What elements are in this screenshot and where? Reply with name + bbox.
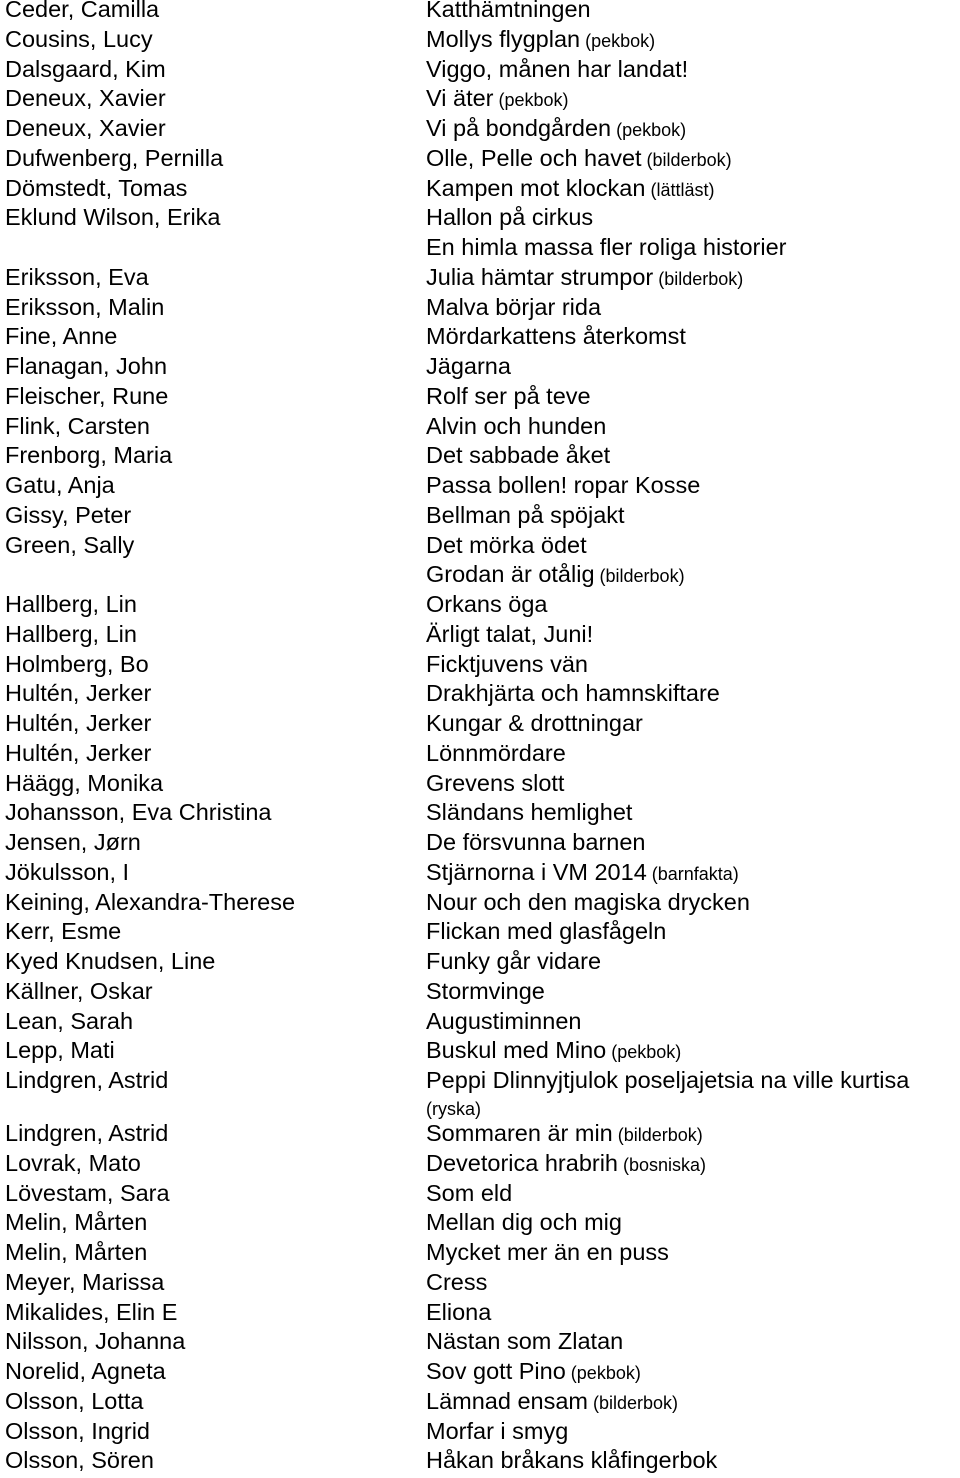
book-title-cell: [426, 917, 666, 949]
author-name: Johansson, Eva Christina: [5, 799, 272, 826]
book-title-cell: [426, 1417, 568, 1449]
book-title-cell: [426, 0, 591, 27]
book-title-cell: [426, 947, 601, 979]
author-name: Eriksson, Malin: [5, 293, 165, 320]
book-title-cell: [426, 1036, 681, 1068]
list-item: [0, 1238, 960, 1268]
list-item: [0, 203, 960, 233]
book-note: (bilderbok): [641, 149, 732, 170]
author-name: Deneux, Xavier: [5, 85, 166, 112]
book-title: De försvunna barnen: [426, 829, 646, 855]
book-title-cell: [426, 203, 593, 235]
list-item: [0, 84, 960, 114]
list-item: [0, 590, 960, 620]
author-name: Holmberg, Bo: [5, 650, 149, 677]
author-name: Lindgren, Astrid: [5, 1120, 169, 1146]
list-item: [0, 798, 960, 828]
book-title-cell: [426, 471, 700, 503]
book-title-cell: [426, 352, 511, 384]
book-title: Katthämtningen: [426, 0, 591, 22]
author-name: Melin, Mårten: [5, 1209, 148, 1236]
book-title-cell: [426, 412, 606, 444]
book-title-cell: [426, 84, 569, 116]
list-item: [0, 1036, 960, 1066]
book-title-cell: [426, 798, 632, 830]
book-title-cell: [426, 1327, 623, 1359]
book-title: Sov gott Pino: [426, 1358, 566, 1384]
book-title: Det mörka ödet: [426, 531, 587, 558]
author-name: Hultén, Jerker: [5, 739, 152, 766]
list-item: [0, 650, 960, 680]
book-title: Kampen mot klockan: [426, 174, 646, 201]
book-title: Mellan dig och mig: [426, 1209, 622, 1236]
book-title: Grodan är otålig: [426, 561, 595, 588]
book-title: Ficktjuvens vän: [426, 650, 588, 677]
author-name: Cousins, Lucy: [5, 25, 153, 52]
book-title: Orkans öga: [426, 591, 548, 617]
book-title-cell: [426, 293, 601, 325]
list-item: [0, 501, 960, 531]
list-item: [0, 114, 960, 144]
list-item: [0, 620, 960, 650]
author-name: Kyed Knudsen, Line: [5, 948, 216, 974]
list-item: [0, 828, 960, 858]
author-name: Mikalides, Elin E: [5, 1298, 178, 1325]
author-name: Jensen, Jørn: [5, 829, 141, 855]
author-name: Olsson, Ingrid: [5, 1417, 150, 1444]
book-title: Funky går vidare: [426, 948, 602, 974]
author-name: Keining, Alexandra-Therese: [5, 888, 296, 915]
list-item: [0, 1149, 960, 1179]
list-item: [0, 1268, 960, 1298]
list-item: [0, 709, 960, 739]
book-title-cell: [426, 1357, 641, 1389]
book-title-cell: [426, 590, 547, 622]
book-note: (pekbok): [565, 1363, 641, 1383]
list-item: [0, 1066, 960, 1119]
author-name: Green, Sally: [5, 531, 135, 558]
author-name: Lövestam, Sara: [5, 1179, 170, 1206]
book-note: (pekbok): [580, 30, 656, 51]
book-title-cell: [426, 1149, 706, 1181]
list-item: [0, 412, 960, 442]
book-title-cell: [426, 1238, 669, 1270]
book-title: Kungar & drottningar: [426, 710, 643, 736]
book-title: Ärligt talat, Juni!: [426, 620, 594, 647]
author-name: Eriksson, Eva: [5, 263, 149, 290]
list-item: [0, 382, 960, 412]
book-title-cell: [426, 1066, 909, 1120]
list-item: [0, 1357, 960, 1387]
book-title-cell: [426, 977, 545, 1009]
book-title: Alvin och hunden: [426, 412, 607, 439]
list-item: [0, 352, 960, 382]
list-item: [0, 1387, 960, 1417]
author-name: Ceder, Camilla: [5, 0, 160, 22]
book-title: Sommaren är min: [426, 1120, 613, 1146]
author-name: Lindgren, Astrid: [5, 1067, 169, 1093]
book-title-cell: [426, 501, 625, 533]
book-title: Grevens slott: [426, 769, 565, 796]
author-name: Lean, Sarah: [5, 1007, 134, 1034]
list-item: [0, 888, 960, 918]
book-title: Drakhjärta och hamnskiftare: [426, 680, 720, 707]
author-name: Häägg, Monika: [5, 769, 164, 796]
book-title-cell: [426, 322, 686, 354]
book-title-cell: [426, 1119, 703, 1151]
book-title-cell: [426, 233, 786, 265]
author-name: Lepp, Mati: [5, 1037, 115, 1064]
author-name: Fleischer, Rune: [5, 382, 169, 409]
book-title-cell: [426, 144, 732, 176]
book-title: Buskul med Mino: [426, 1037, 607, 1064]
book-title: Lönnmördare: [426, 739, 566, 766]
list-item: [0, 1179, 960, 1209]
author-name: Flanagan, John: [5, 353, 168, 379]
book-note: (pekbok): [611, 120, 687, 140]
book-title: Mördarkattens återkomst: [426, 323, 686, 350]
book-title-cell: [426, 739, 566, 771]
author-name: Fine, Anne: [5, 323, 118, 350]
book-title-cell: [426, 888, 750, 920]
list-item: [0, 1208, 960, 1238]
author-name: Dömstedt, Tomas: [5, 174, 188, 201]
author-name: Flink, Carsten: [5, 412, 150, 439]
list-item: [0, 1327, 960, 1357]
author-name: Kerr, Esme: [5, 918, 122, 945]
book-note: (pekbok): [606, 1042, 682, 1063]
book-title: Morfar i smyg: [426, 1417, 569, 1444]
book-title-cell: [426, 174, 714, 206]
book-title: Stormvinge: [426, 977, 545, 1004]
book-note: (bosniska): [618, 1154, 707, 1175]
list-item: [0, 263, 960, 293]
list-item: [0, 679, 960, 709]
author-name: Meyer, Marissa: [5, 1268, 165, 1295]
list-item: [0, 1298, 960, 1328]
book-title: Augustiminnen: [426, 1007, 582, 1034]
book-title-cell: [426, 1179, 512, 1211]
book-title: En himla massa fler roliga historier: [426, 234, 787, 260]
book-title: Nästan som Zlatan: [426, 1328, 624, 1355]
book-title: Vi på bondgården: [426, 115, 612, 141]
book-note: (lättläst): [645, 179, 715, 200]
book-title-cell: [426, 531, 587, 563]
book-note: (bilderbok): [612, 1125, 703, 1145]
list-item: [0, 739, 960, 769]
author-name: Norelid, Agneta: [5, 1358, 166, 1384]
book-title-cell: [426, 620, 593, 652]
book-title: Det sabbade åket: [426, 442, 611, 469]
book-note-line: (ryska): [426, 1098, 481, 1119]
book-title-cell: [426, 769, 564, 801]
author-name: Olsson, Lotta: [5, 1387, 144, 1414]
book-title: Viggo, månen har landat!: [426, 55, 689, 82]
author-name: Jökulsson, I: [5, 858, 130, 885]
book-title-cell: [426, 25, 655, 57]
book-title-cell: [426, 441, 610, 473]
list-item: [0, 441, 960, 471]
author-name: Hallberg, Lin: [5, 591, 137, 617]
author-name: Hultén, Jerker: [5, 680, 152, 707]
list-item: [0, 25, 960, 55]
list-item: [0, 322, 960, 352]
author-name: Dufwenberg, Pernilla: [5, 144, 224, 171]
list-item: [0, 531, 960, 561]
book-note: (pekbok): [493, 90, 569, 111]
author-name: Gissy, Peter: [5, 501, 132, 528]
book-title: Peppi Dlinnyjtjulok poseljajetsia na ville kurtisa: [426, 1067, 910, 1093]
book-note: (bilderbok): [594, 566, 685, 587]
book-title-cell: [426, 1298, 491, 1330]
book-title: Cress: [426, 1268, 488, 1295]
book-title: Som eld: [426, 1179, 513, 1206]
list-item: [0, 1119, 960, 1149]
book-title: Bellman på spöjakt: [426, 501, 625, 528]
list-item: [0, 769, 960, 799]
book-title: Eliona: [426, 1298, 492, 1325]
book-title-cell: [426, 1446, 717, 1478]
author-name: Dalsgaard, Kim: [5, 55, 166, 82]
book-title-cell: [426, 114, 686, 146]
book-title: Sländans hemlighet: [426, 799, 633, 826]
author-name: Hultén, Jerker: [5, 710, 152, 736]
author-name: Gatu, Anja: [5, 472, 115, 498]
book-title: Håkan bråkans klåfingerbok: [426, 1447, 718, 1474]
book-note: (barnfakta): [646, 863, 739, 884]
book-title-cell: [426, 828, 645, 860]
book-title-cell: [426, 263, 743, 295]
author-name: Källner, Oskar: [5, 977, 153, 1004]
author-name: Hallberg, Lin: [5, 620, 137, 647]
book-title: Vi äter: [426, 85, 494, 112]
book-note: (bilderbok): [588, 1392, 679, 1413]
list-item: [0, 0, 960, 25]
list-item: [0, 1007, 960, 1037]
list-item: [0, 947, 960, 977]
book-title-cell: [426, 560, 685, 592]
book-title: Passa bollen! ropar Kosse: [426, 472, 701, 498]
book-title-cell: [426, 1268, 487, 1300]
book-title-cell: [426, 1387, 678, 1419]
author-name: Olsson, Sören: [5, 1447, 154, 1474]
book-title-cell: [426, 1007, 581, 1039]
book-title: Julia hämtar strumpor: [426, 263, 654, 290]
list-item: [0, 55, 960, 85]
book-title-cell: [426, 382, 591, 414]
book-title: Lämnad ensam: [426, 1387, 588, 1414]
book-title: Devetorica hrabrih: [426, 1149, 619, 1176]
book-title-cell: [426, 1208, 622, 1240]
list-item: [0, 233, 960, 263]
book-title: Olle, Pelle och havet: [426, 144, 642, 171]
book-title-cell: [426, 858, 739, 890]
book-title: Malva börjar rida: [426, 293, 602, 320]
book-title: Mollys flygplan: [426, 25, 581, 52]
book-title-cell: [426, 55, 688, 87]
book-note: (bilderbok): [653, 268, 744, 289]
book-title: Jägarna: [426, 353, 511, 379]
book-title: Flickan med glasfågeln: [426, 918, 667, 945]
book-title: Hallon på cirkus: [426, 204, 594, 231]
book-title: Rolf ser på teve: [426, 382, 591, 409]
list-item: [0, 471, 960, 501]
list-item: [0, 858, 960, 888]
list-item: [0, 917, 960, 947]
book-title-cell: [426, 650, 588, 682]
list-item: [0, 144, 960, 174]
list-item: [0, 1417, 960, 1447]
book-title-cell: [426, 709, 643, 741]
book-title: Mycket mer än en puss: [426, 1239, 669, 1265]
list-item: [0, 174, 960, 204]
book-title: Nour och den magiska drycken: [426, 888, 750, 915]
author-name: Eklund Wilson, Erika: [5, 204, 221, 231]
author-name: Melin, Mårten: [5, 1239, 148, 1265]
author-name: Frenborg, Maria: [5, 442, 173, 469]
author-name: Nilsson, Johanna: [5, 1328, 186, 1355]
list-item: [0, 1446, 960, 1476]
list-item: [0, 977, 960, 1007]
list-item: [0, 293, 960, 323]
list-item: [0, 560, 960, 590]
author-name: Lovrak, Mato: [5, 1149, 141, 1176]
book-title: Stjärnorna i VM 2014: [426, 858, 647, 885]
book-title-cell: [426, 679, 720, 711]
author-name: Deneux, Xavier: [5, 115, 166, 141]
